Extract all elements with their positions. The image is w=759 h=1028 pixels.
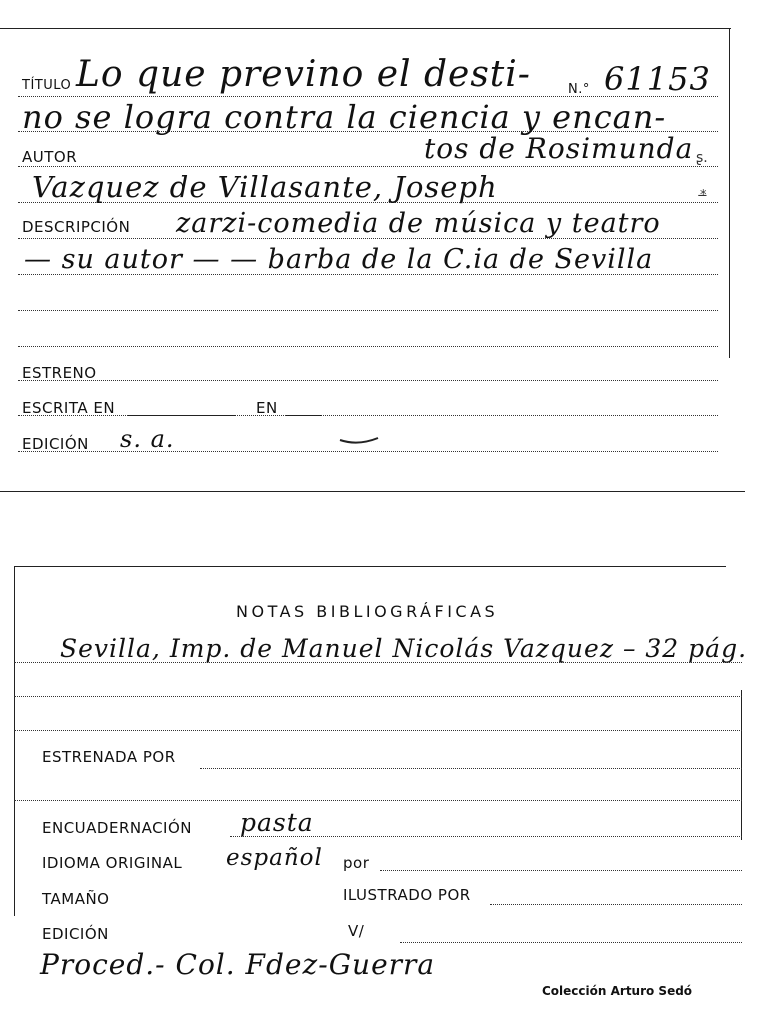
ink-stroke [338,432,380,446]
autor-label: AUTOR [22,148,78,166]
back-card-left-border [14,566,15,916]
rule-line [490,904,742,905]
rule-line [18,380,718,381]
edicion-label: EDICIÓN [22,435,89,453]
rule-line [14,800,742,801]
estrenada-por-label: ESTRENADA POR [42,748,176,766]
rule-line [18,415,718,416]
titulo-label: TÍTULO [22,78,72,93]
back-card-top-border [14,566,726,567]
v-label: V/ [348,922,365,940]
back-card-right-border [741,690,742,840]
notas-bibliograficas-heading: NOTAS BIBLIOGRÁFICAS [236,602,499,621]
numero-value: 61153 [604,60,711,98]
rule-line [14,730,742,731]
titulo-value-line3: tos de Rosimunda [424,132,694,165]
tamano-label: TAMAÑO [42,890,110,908]
ilustrado-por-label: ILUSTRADO POR [343,886,471,904]
rule-line [200,768,742,769]
descripcion-label: DESCRIPCIÓN [22,218,131,236]
ink-mark: ʂ. [696,150,708,166]
escrita-en-underline [128,415,236,416]
rule-line [400,942,742,943]
rule-line [380,870,742,871]
por-label: por [343,854,370,872]
titulo-value-line1: Lo que previno el desti- [76,54,531,95]
rule-line [18,166,718,167]
procedencia-value: Proced.- Col. Fdez-Guerra [40,948,436,981]
escrita-en-label: ESCRITA EN [22,399,116,417]
numero-label: N.° [568,82,590,97]
coleccion-footer: Colección Arturo Sedó [542,984,693,998]
autor-value: Vazquez de Villasante, Joseph [32,170,498,204]
en-underline [286,415,322,416]
edicion-value: s. a. [120,425,175,453]
descripcion-value-line2: — su autor — — barba de la C.ia de Sevilla [24,244,654,275]
ink-mark: *̶ [700,188,707,203]
idioma-original-value: español [226,845,323,871]
titulo-value-line2: no se logra contra la ciencia y encan- [22,98,667,136]
idioma-original-label: IDIOMA ORIGINAL [42,854,183,872]
encuadernacion-value: pasta [240,808,314,837]
card-separator [0,491,745,492]
estreno-label: ESTRENO [22,364,97,382]
notas-value-line1: Sevilla, Imp. de Manuel Nicolás Vazquez – 32 pág. [60,634,748,663]
front-card-right-border [729,28,730,358]
rule-line [14,696,742,697]
rule-line [18,310,718,311]
front-card-top-border [0,28,731,29]
en-label: EN [256,399,278,417]
rule-line [18,346,718,347]
edicion-back-label: EDICIÓN [42,925,109,943]
encuadernacion-label: ENCUADERNACIÓN [42,819,193,837]
descripcion-value-line1: zarzi-comedia de música y teatro [176,208,661,239]
